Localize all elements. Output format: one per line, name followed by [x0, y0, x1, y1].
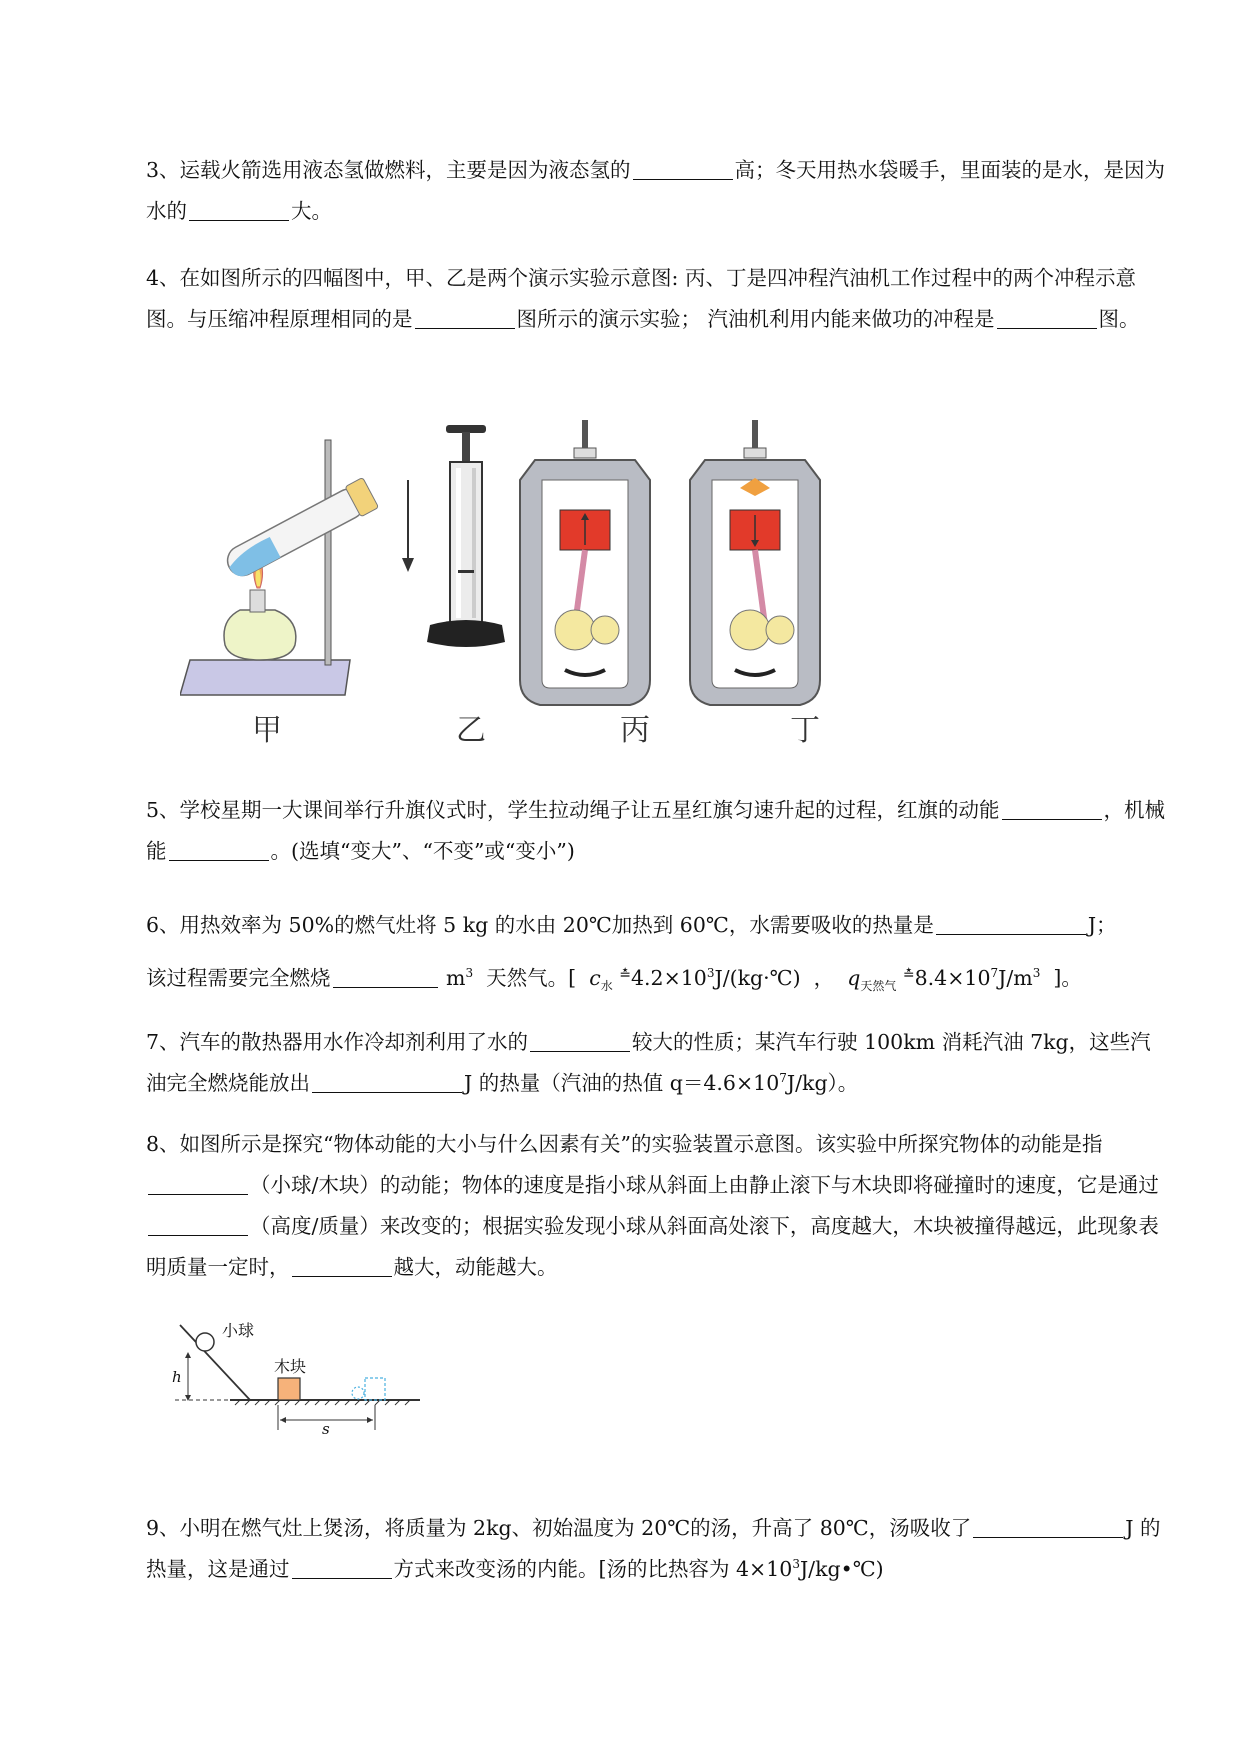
experiment-yi-illustration — [402, 425, 505, 647]
q6-text-2: J； — [1087, 913, 1117, 937]
q4-text-1: 4、在如图所示的四幅图中，甲、乙是两个演示实验示意图: 丙、丁是四冲程汽油机工作过程中的两个冲程示意图。与压缩冲程原理相同的是 — [146, 266, 1136, 331]
figure-q4 — [180, 420, 1000, 750]
q4-text-3: 图。 — [1098, 307, 1140, 331]
q6-equals-mark-1: ≛ — [619, 967, 631, 983]
caption-jia: 甲 — [252, 713, 282, 748]
q8-text-2: （小球/木块）的动能；物体的速度是指小球从斜面上由静止滚下与木块即将碰撞时的速度，它是通过 — [250, 1173, 1159, 1197]
q6-q-unit: J/m — [998, 966, 1033, 990]
q6-c-sub: 水 — [600, 979, 613, 994]
q4-text-2: 图所示的演示实验； 汽油机利用内能来做功的冲程是 — [516, 307, 995, 331]
caption-bing: 丙 — [620, 713, 650, 748]
question-7 — [146, 1022, 1166, 1104]
q6-c-value: 4.2×10 — [630, 966, 707, 990]
q7-blank-1[interactable] — [530, 1030, 630, 1053]
q6-text-4: 天然气。[ — [486, 966, 577, 990]
q6-equals-mark-2: ≛ — [902, 967, 915, 983]
label-h: h — [172, 1368, 182, 1386]
q9-text-4: J/kg•℃) — [799, 1557, 884, 1581]
q7-text-4: J/kg）。 — [786, 1071, 859, 1095]
q9-text-1: 9、小明在燃气灶上煲汤，将质量为 2kg、初始温度为 20℃的汤，升高了 80℃，汤吸收了 — [146, 1516, 972, 1540]
engine-bing-illustration — [520, 420, 650, 705]
q4-blank-1[interactable] — [415, 307, 515, 330]
q3-text-3: 大。 — [291, 199, 332, 223]
question-8 — [146, 1124, 1166, 1288]
q5-blank-2[interactable] — [169, 839, 269, 862]
q9-text-3: 方式来改变汤的内能。[汤的比热容为 4×10 — [393, 1557, 793, 1581]
q7-exp: 7 — [779, 1071, 787, 1086]
question-6 — [146, 900, 1166, 1003]
q6-blank-1[interactable] — [936, 913, 1086, 936]
q6-line-1 — [146, 900, 1166, 950]
q6-c-exp: 3 — [706, 966, 715, 981]
question-3 — [146, 150, 1166, 232]
q6-text-5: ]。 — [1053, 966, 1082, 990]
figure-q8 — [170, 1320, 430, 1440]
q6-unit-m: m — [446, 966, 466, 990]
figure-q4-drawing — [180, 420, 1000, 750]
engine-ding-illustration — [690, 420, 820, 705]
experiment-jia-illustration — [180, 440, 379, 695]
q7-blank-2[interactable] — [312, 1071, 462, 1094]
q6-blank-2[interactable] — [333, 966, 438, 989]
q8-blank-2[interactable] — [148, 1214, 248, 1237]
q8-blank-3[interactable] — [292, 1255, 392, 1278]
q5-text-3: 。(选填“变大”、“不变”或“变小”) — [270, 839, 575, 863]
q7-text-1: 7、汽车的散热器用水作冷却剂利用了水的 — [146, 1030, 529, 1054]
q9-blank-2[interactable] — [292, 1557, 392, 1580]
q8-blank-1[interactable] — [148, 1173, 248, 1196]
question-5 — [146, 790, 1166, 872]
q7-text-2: 较大的性质；某汽车行驶 100km 消耗汽油 7kg，这些汽油完全燃烧能放出 — [146, 1030, 1151, 1095]
caption-yi: 乙 — [456, 713, 486, 748]
q8-text-3: （高度/质量）来改变的；根据实验发现小球从斜面高处滚下，高度越大，木块被撞得越远，此现象表明质量一定时， — [146, 1214, 1159, 1279]
q9-text-2: J 的热量，这是通过 — [146, 1516, 1161, 1581]
q5-text-1: 5、学校星期一大课间举行升旗仪式时，学生拉动绳子让五星红旗匀速升起的过程，红旗的动能 — [146, 798, 1000, 822]
q6-q-sub: 天然气 — [860, 979, 897, 994]
question-4 — [146, 258, 1166, 340]
q6-q-unit-exp: 3 — [1032, 966, 1041, 981]
q6-separator: ， — [813, 966, 835, 990]
label-ball: 小球 — [222, 1321, 255, 1340]
q6-q-exp: 7 — [990, 966, 999, 981]
caption-ding: 丁 — [790, 713, 820, 748]
q6-c-unit: J/(kg·℃) — [714, 966, 801, 990]
q6-unit-exp: 3 — [465, 966, 474, 981]
label-s: s — [322, 1420, 330, 1438]
q3-text-2: 高；冬天用热水袋暖手，里面装的是水，是因为水的 — [146, 158, 1166, 223]
q3-blank-2[interactable] — [189, 199, 289, 222]
q5-text-2: ，机械能 — [146, 798, 1166, 863]
q6-text-3: 该过程需要完全燃烧 — [146, 966, 331, 990]
q6-q-symbol: q — [847, 966, 861, 990]
question-9 — [146, 1508, 1166, 1590]
q8-text-1: 8、如图所示是探究“物体动能的大小与什么因素有关”的实验装置示意图。该实验中所探究物体的动能是指 — [146, 1132, 1103, 1156]
q4-blank-2[interactable] — [997, 307, 1097, 330]
q6-q-value: 8.4×10 — [914, 966, 991, 990]
q6-text-1: 6、用热效率为 50%的燃气灶将 5 kg 的水由 20℃加热到 60℃，水需要吸收的热量是 — [146, 913, 934, 937]
q7-text-3: J 的热量（汽油的热值 q＝4.6×10 — [464, 1071, 780, 1095]
q6-line-2 — [146, 950, 1166, 1003]
label-block: 木块 — [274, 1357, 307, 1376]
q9-exp: 3 — [792, 1557, 800, 1572]
q8-text-4: 越大，动能越大。 — [393, 1255, 558, 1279]
figure-q8-drawing — [170, 1320, 430, 1440]
q5-blank-1[interactable] — [1002, 798, 1102, 821]
q9-blank-1[interactable] — [973, 1516, 1123, 1539]
q6-c-symbol: c — [589, 966, 601, 990]
q3-text-1: 3、运载火箭选用液态氢做燃料，主要是因为液态氢的 — [146, 158, 631, 182]
q3-blank-1[interactable] — [633, 158, 733, 181]
